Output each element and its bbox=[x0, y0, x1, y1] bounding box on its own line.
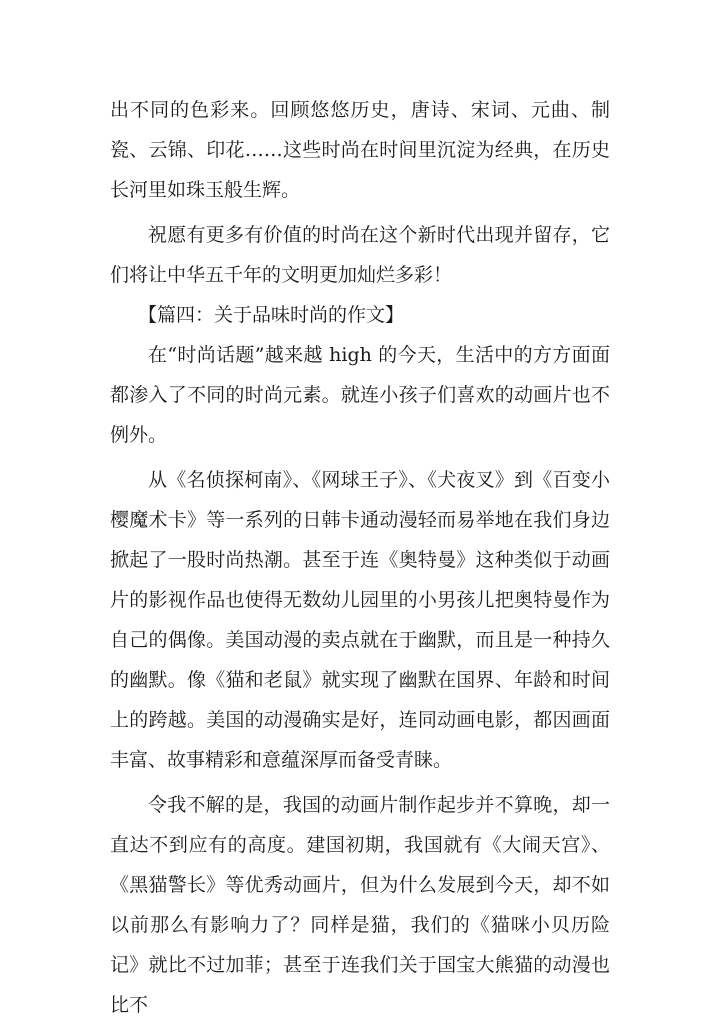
paragraph-continuation: 出不同的色彩来。回顾悠悠历史，唐诗、宋词、元曲、制瓷、云锦、印花……这些时尚在时间里沉淀为经典，在历史长河里如珠玉般生辉。 bbox=[110, 99, 610, 201]
paragraph-anime: 从《名侦探柯南》、《网球王子》、《犬夜叉》到《百变小樱魔术卡》等一系列的日韩卡通动漫轻而易举地在我们身边掀起了一股时尚热潮。甚至于连《奥特曼》这种类似于动画片的影视作品也使得无数幼儿园里的小男孩儿把奥特曼作为自己的偶像。美国动漫的卖点就在于幽默，而且是一种持久的幽默。像《猫和老鼠》就实现了幽默在国界、年龄和时间上的跨越。美国的动漫确实是好，连同动画电影，都因画面丰富、故事精彩和意蕴深厚而备受青睐。 bbox=[110, 469, 610, 771]
document-page bbox=[110, 90, 610, 1025]
paragraph-wish: 祝愿有更多有价值的时尚在这个新时代出现并留存，它们将让中华五千年的文明更加灿烂多彩！ bbox=[110, 224, 610, 286]
paragraph-question: 令我不解的是，我国的动画片制作起步并不算晚，却一直达不到应有的高度。建国初期，我国就有《大闹天宫》、《黑猫警长》等优秀动画片，但为什么发展到今天，却不如以前那么有影响力了？同样是猫，我们的《猫咪小贝历险记》就比不过加菲；甚至于连我们关于国宝大熊猫的动漫也比不 bbox=[110, 794, 610, 1016]
section-heading: 【篇四：关于品味时尚的作文】 bbox=[138, 304, 405, 326]
paragraph-intro: 在“时尚话题”越来越 high 的今天，生活中的方方面面都渗入了不同的时尚元素。就连小孩子们喜欢的动画片也不例外。 bbox=[110, 344, 610, 446]
